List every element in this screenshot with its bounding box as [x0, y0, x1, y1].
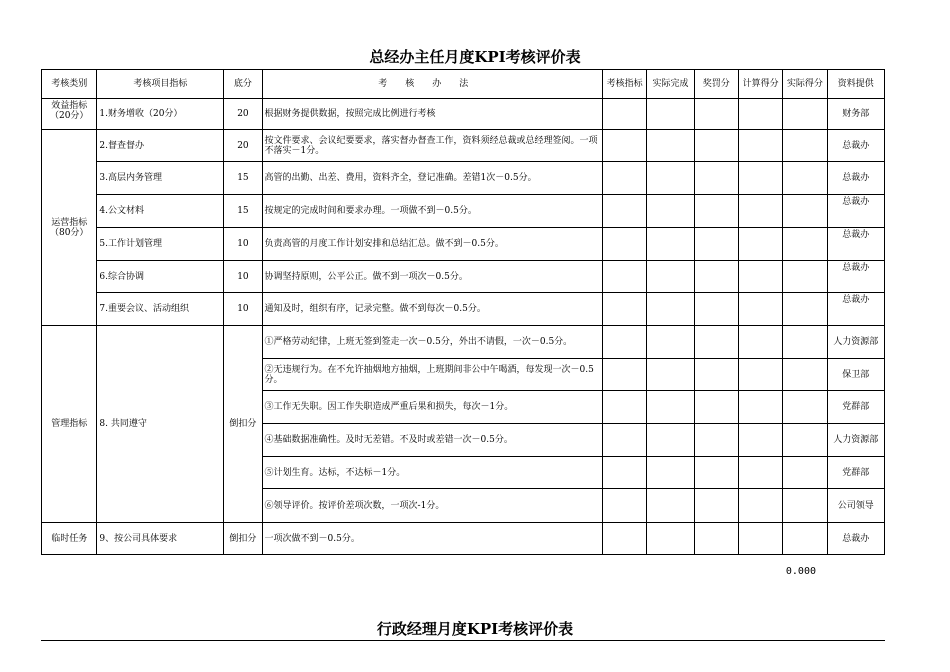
weight-cell[interactable]	[602, 424, 646, 457]
bonus-cell[interactable]	[694, 523, 738, 555]
base-cell: 倒扣分	[224, 326, 262, 523]
weight-cell[interactable]	[602, 489, 646, 523]
method-cell: 高管的出勤、出差、费用，资料齐全，登记准确。差错1次－0.5分。	[262, 162, 602, 195]
calc-cell[interactable]	[738, 162, 782, 195]
item-cell: 2.督查督办	[97, 130, 224, 162]
actual-cell[interactable]	[647, 489, 694, 523]
bonus-cell[interactable]	[694, 359, 738, 391]
source-cell: 人力资源部	[827, 424, 884, 457]
weight-cell[interactable]	[602, 523, 646, 555]
weight-cell[interactable]	[602, 359, 646, 391]
calc-cell[interactable]	[738, 195, 782, 228]
calc-cell[interactable]	[738, 457, 782, 489]
base-cell: 10	[224, 228, 262, 261]
calc-cell[interactable]	[738, 261, 782, 293]
source-cell: 总裁办	[827, 195, 884, 228]
method-cell: ⑥领导评价。按评价差项次数，一项次-1分。	[262, 489, 602, 523]
bonus-cell[interactable]	[694, 261, 738, 293]
score-cell[interactable]	[783, 359, 827, 391]
score-cell[interactable]	[783, 391, 827, 424]
header-method: 考核办法	[262, 70, 602, 99]
source-cell: 党群部	[827, 391, 884, 424]
header-base: 底分	[224, 70, 262, 99]
next-table-title: 行政经理月度KPI考核评价表	[376, 620, 574, 638]
score-cell[interactable]	[783, 457, 827, 489]
bonus-cell[interactable]	[694, 228, 738, 261]
actual-cell[interactable]	[647, 261, 694, 293]
base-cell: 20	[224, 99, 262, 130]
source-cell: 总裁办	[827, 228, 884, 261]
table-header-row	[42, 70, 885, 99]
score-cell[interactable]	[783, 99, 827, 130]
bonus-cell[interactable]	[694, 195, 738, 228]
method-cell: 一项次做不到－0.5分。	[262, 523, 602, 555]
weight-cell[interactable]	[602, 228, 646, 261]
table-row	[42, 162, 885, 195]
weight-cell[interactable]	[602, 99, 646, 130]
score-cell[interactable]	[783, 195, 827, 228]
source-cell: 总裁办	[827, 293, 884, 326]
source-cell: 党群部	[827, 457, 884, 489]
weight-cell[interactable]	[602, 457, 646, 489]
score-cell[interactable]	[783, 130, 827, 162]
method-cell: 按文件要求、会议纪要要求，落实督办督查工作，资料须经总裁或总经理签阅。一项不落实－1分。	[262, 130, 602, 162]
method-cell: 协调坚持原则，公平公正。做不到一项次－0.5分。	[262, 261, 602, 293]
actual-cell[interactable]	[647, 424, 694, 457]
actual-cell[interactable]	[647, 293, 694, 326]
actual-cell[interactable]	[647, 457, 694, 489]
score-cell[interactable]	[783, 326, 827, 359]
calc-cell[interactable]	[738, 391, 782, 424]
category-cell: 运营指标（80分）	[42, 130, 97, 326]
method-cell: ③工作无失职。因工作失职造成严重后果和损失，每次－1分。	[262, 391, 602, 424]
source-cell: 总裁办	[827, 162, 884, 195]
source-cell: 总裁办	[827, 130, 884, 162]
actual-cell[interactable]	[647, 326, 694, 359]
score-cell[interactable]	[783, 523, 827, 555]
bonus-cell[interactable]	[694, 99, 738, 130]
source-cell: 人力资源部	[827, 326, 884, 359]
score-cell[interactable]	[783, 489, 827, 523]
calc-cell[interactable]	[738, 489, 782, 523]
base-cell: 15	[224, 195, 262, 228]
calc-cell[interactable]	[738, 228, 782, 261]
item-cell: 3.高层内务管理	[97, 162, 224, 195]
item-cell: 9、按公司具体要求	[97, 523, 224, 555]
item-cell: 6.综合协调	[97, 261, 224, 293]
item-cell: 4.公文材料	[97, 195, 224, 228]
base-cell: 10	[224, 293, 262, 326]
bonus-cell[interactable]	[694, 293, 738, 326]
kpi-evaluation-table	[41, 69, 885, 555]
source-cell: 保卫部	[827, 359, 884, 391]
header-weight: 考核指标	[602, 70, 646, 99]
method-cell: ①严格劳动纪律，上班无签到签走一次－0.5分，外出不请假，一次－0.5分。	[262, 326, 602, 359]
base-cell: 10	[224, 261, 262, 293]
score-cell[interactable]	[783, 162, 827, 195]
header-item: 考核项目指标	[97, 70, 224, 99]
category-cell: 临时任务	[42, 523, 97, 555]
method-cell: 通知及时，组织有序，记录完整。做不到每次－0.5分。	[262, 293, 602, 326]
source-cell: 财务部	[827, 99, 884, 130]
weight-cell[interactable]	[602, 162, 646, 195]
actual-cell[interactable]	[647, 523, 694, 555]
actual-cell[interactable]	[647, 195, 694, 228]
total-score: 0.000	[785, 566, 816, 577]
table-row	[42, 326, 885, 359]
actual-cell[interactable]	[647, 130, 694, 162]
item-cell: 1.财务增收（20分）	[97, 99, 224, 130]
calc-cell[interactable]	[738, 359, 782, 391]
item-cell: 8. 共同遵守	[97, 326, 224, 523]
bonus-cell[interactable]	[694, 489, 738, 523]
method-cell: ④基础数据准确性。及时无差错。不及时或差错一次－0.5分。	[262, 424, 602, 457]
actual-cell[interactable]	[647, 99, 694, 130]
bonus-cell[interactable]	[694, 391, 738, 424]
method-cell: 负责高管的月度工作计划安排和总结汇总。做不到－0.5分。	[262, 228, 602, 261]
weight-cell[interactable]	[602, 326, 646, 359]
table-row	[42, 261, 885, 293]
actual-cell[interactable]	[647, 162, 694, 195]
header-bonus: 奖罚分	[694, 70, 738, 99]
table-row	[42, 228, 885, 261]
bonus-cell[interactable]	[694, 162, 738, 195]
category-cell: 管理指标	[42, 326, 97, 523]
weight-cell[interactable]	[602, 391, 646, 424]
calc-cell[interactable]	[738, 130, 782, 162]
table-row	[42, 99, 885, 130]
weight-cell[interactable]	[602, 293, 646, 326]
source-cell: 公司领导	[827, 489, 884, 523]
calc-cell[interactable]	[738, 424, 782, 457]
source-cell: 总裁办	[827, 523, 884, 555]
header-score: 实际得分	[783, 70, 827, 99]
method-cell: 按规定的完成时间和要求办理。一项做不到－0.5分。	[262, 195, 602, 228]
table-row	[42, 195, 885, 228]
weight-cell[interactable]	[602, 261, 646, 293]
method-cell: ⑤计划生育。达标，不达标－1分。	[262, 457, 602, 489]
bonus-cell[interactable]	[694, 424, 738, 457]
method-cell: 根据财务提供数据，按照完成比例进行考核	[262, 99, 602, 130]
item-cell: 7.重要会议、活动组织	[97, 293, 224, 326]
score-cell[interactable]	[783, 424, 827, 457]
weight-cell[interactable]	[602, 130, 646, 162]
source-cell: 总裁办	[827, 261, 884, 293]
bonus-cell[interactable]	[694, 457, 738, 489]
header-category: 考核类别	[42, 70, 97, 99]
calc-cell[interactable]	[738, 293, 782, 326]
bonus-cell[interactable]	[694, 130, 738, 162]
weight-cell[interactable]	[602, 195, 646, 228]
calc-cell[interactable]	[738, 326, 782, 359]
header-source: 资料提供	[827, 70, 884, 99]
header-actual: 实际完成	[647, 70, 694, 99]
table-row	[42, 523, 885, 555]
calc-cell[interactable]	[738, 523, 782, 555]
calc-cell[interactable]	[738, 99, 782, 130]
base-cell: 15	[224, 162, 262, 195]
actual-cell[interactable]	[647, 391, 694, 424]
score-cell[interactable]	[783, 228, 827, 261]
category-cell: 效益指标（20分）	[42, 99, 97, 130]
score-cell[interactable]	[783, 293, 827, 326]
actual-cell[interactable]	[647, 228, 694, 261]
score-cell[interactable]	[783, 261, 827, 293]
table-row	[42, 293, 885, 326]
base-cell: 倒扣分	[224, 523, 262, 555]
table-row	[42, 130, 885, 162]
method-cell: ②无违规行为。在不允许抽烟地方抽烟，上班期间非公中午喝酒，每发现一次－0.5分。	[262, 359, 602, 391]
actual-cell[interactable]	[647, 359, 694, 391]
header-calc: 计算得分	[738, 70, 782, 99]
bonus-cell[interactable]	[694, 326, 738, 359]
base-cell: 20	[224, 130, 262, 162]
next-table-top-border	[41, 640, 885, 641]
kpi-table-title: 总经办主任月度KPI考核评价表	[369, 48, 581, 66]
item-cell: 5.工作计划管理	[97, 228, 224, 261]
